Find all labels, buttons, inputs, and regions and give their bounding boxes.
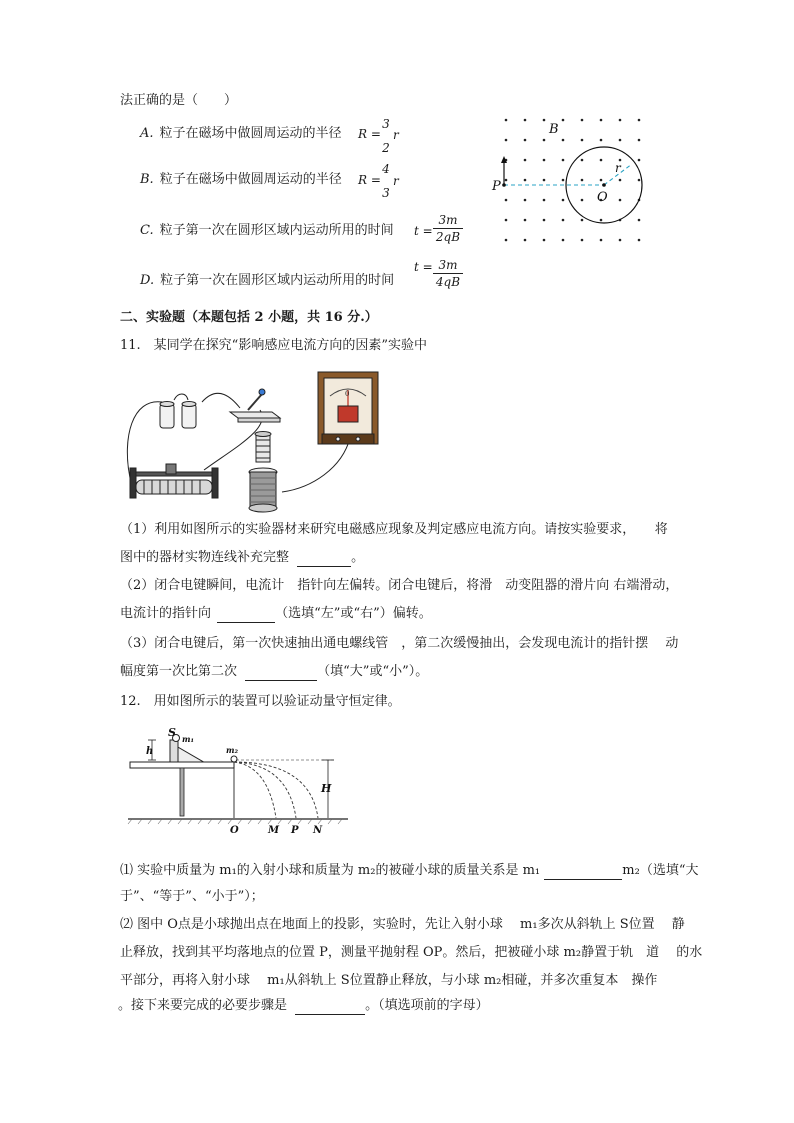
q12-part2-line3: 平部分，再将入射小球 m₁从斜轨上 S位置静止释放，与小球 m₂相碰，并多次重复本 操作 <box>120 973 658 988</box>
field-dot <box>543 139 546 142</box>
label-N: N <box>313 825 323 836</box>
field-dot <box>524 179 527 182</box>
q12-part1-line1 <box>120 862 698 880</box>
field-dot <box>562 119 565 122</box>
field-dot <box>524 239 527 242</box>
field-dot <box>543 119 546 122</box>
q10-stem: 法正确的是（ ） <box>120 93 238 108</box>
field-dot <box>581 159 584 162</box>
field-dot <box>505 139 508 142</box>
ball-m2 <box>231 756 237 762</box>
galvanometer <box>318 372 378 444</box>
label-O: O <box>597 190 608 205</box>
q10-option-c-formula-lhs: t = <box>414 224 433 238</box>
battery-right <box>182 402 196 429</box>
option-label: C. <box>140 223 154 238</box>
field-dot <box>543 179 546 182</box>
field-dot <box>562 239 565 242</box>
field-dot <box>619 119 622 122</box>
field-dot <box>543 199 546 202</box>
field-dot <box>581 199 584 202</box>
q12-part2-text: 。接下来要完成的必要步骤是 <box>118 998 288 1013</box>
field-dot <box>581 119 584 122</box>
fraction-numerator: 3 <box>382 117 390 131</box>
q12-part1-line2: 于”、“等于”、“小于”）； <box>120 889 264 904</box>
large-coil <box>249 468 277 512</box>
field-dot <box>543 219 546 222</box>
q12-part2-end: 。（填选项前的字母） <box>365 998 489 1013</box>
field-dot <box>600 119 603 122</box>
label-r: r <box>615 161 621 175</box>
field-dot <box>562 179 565 182</box>
q11-part2-line1: （2）闭合电键瞬间，电流计 指针向左偏转。闭合电键后，将滑 动变阻器的滑片向 右端滑动， <box>120 578 679 593</box>
label-B: B <box>549 122 559 137</box>
fraction-numerator: 3m <box>438 213 458 227</box>
q11-part3-line1: （3）闭合电键后，第一次快速抽出通电螺线管 ，第二次缓慢抽出，会发现电流计的指针摆 动 <box>120 636 679 651</box>
wire <box>202 393 240 408</box>
q10-option-a-formula-lhs: R = <box>358 127 381 141</box>
q10-option-a-fraction <box>380 117 392 155</box>
galvanometer-zero-label: 0 <box>345 390 350 398</box>
q12-part2-blank[interactable] <box>295 1000 365 1015</box>
q11-part3-line2 <box>120 663 428 681</box>
ground-hatching <box>128 819 342 824</box>
q11-apparatus-figure <box>122 368 382 518</box>
label-O: O <box>230 825 239 836</box>
label-S: S <box>168 726 176 739</box>
field-dot <box>619 179 622 182</box>
field-dot <box>505 179 508 182</box>
label-P: P <box>492 179 501 194</box>
field-dot <box>619 199 622 202</box>
label-P: P <box>291 825 299 836</box>
q10-option-b <box>140 171 342 189</box>
field-dot <box>524 159 527 162</box>
q12-part2-line4 <box>118 997 489 1015</box>
field-dot <box>581 239 584 242</box>
section-heading: 二、实验题（本题包括 2 小题，共 16 分.） <box>120 310 378 325</box>
q12-part1-end: m₂（选填“大 <box>622 863 699 878</box>
field-dot <box>600 239 603 242</box>
trajectory-N <box>234 762 318 818</box>
label-M: M <box>268 825 280 836</box>
option-label: B. <box>140 172 154 187</box>
battery-left <box>160 402 174 429</box>
field-dot <box>543 239 546 242</box>
field-dot <box>562 159 565 162</box>
option-text: 粒子第一次在圆形区域内运动所用的时间 <box>159 223 394 238</box>
field-dot <box>524 199 527 202</box>
q10-option-b-formula-lhs: R = <box>358 173 381 187</box>
label-m1: m₁ <box>182 734 194 744</box>
trajectory-M <box>234 762 276 818</box>
field-dot <box>638 159 641 162</box>
fraction-denominator: 2 <box>382 141 390 155</box>
label-h: h <box>146 746 154 757</box>
field-dot <box>638 179 641 182</box>
field-dot <box>581 139 584 142</box>
q11-part2-line2 <box>120 605 432 623</box>
q10-option-d <box>140 272 394 290</box>
point-o-dot <box>602 183 606 187</box>
fraction-numerator: 4 <box>382 162 390 176</box>
field-dot <box>619 239 622 242</box>
q11-part2-blank[interactable] <box>217 608 275 623</box>
q11-part3-blank[interactable] <box>245 666 317 681</box>
q11-part3-end: （填“大”或“小”）。 <box>317 664 429 679</box>
small-coil <box>255 432 271 463</box>
q10-option-b-fraction <box>380 162 392 200</box>
field-dot <box>600 179 603 182</box>
q10-option-c <box>140 222 394 240</box>
wire <box>282 438 350 492</box>
field-dot <box>600 219 603 222</box>
field-dot <box>638 119 641 122</box>
field-dot <box>524 119 527 122</box>
q10-magnetic-field-figure <box>492 112 652 252</box>
label-m2: m₂ <box>226 745 238 755</box>
field-dot <box>505 239 508 242</box>
field-dot <box>505 219 508 222</box>
field-dot <box>638 219 641 222</box>
field-dot <box>524 139 527 142</box>
field-dot <box>505 199 508 202</box>
field-dot <box>505 119 508 122</box>
option-label: A. <box>140 126 154 141</box>
q10-option-b-var: r <box>393 174 399 188</box>
field-dot <box>600 139 603 142</box>
trajectory-P <box>234 762 296 818</box>
q12-part2-line1: ⑵ 图中 O点是小球抛出点在地面上的投影，实验时，先让入射小球 m₁多次从斜轨上 S位置 静 <box>120 917 685 932</box>
q12-momentum-apparatus-figure <box>128 726 358 836</box>
option-text: 粒子第一次在圆形区域内运动所用的时间 <box>160 273 395 288</box>
field-dot <box>638 239 641 242</box>
field-dot <box>600 159 603 162</box>
q10-option-a <box>140 125 342 143</box>
magnetic-field-dots <box>505 119 641 242</box>
option-text: 粒子在磁场中做圆周运动的半径 <box>159 126 342 141</box>
q11-part1-line1: （1）利用如图所示的实验器材来研究电磁感应现象及判定感应电流方向。请按实验要求， 将 <box>120 522 668 537</box>
label-H: H <box>321 782 332 795</box>
option-text: 粒子在磁场中做圆周运动的半径 <box>159 172 342 187</box>
q12-part1-text: ⑴ 实验中质量为 m₁的入射小球和质量为 m₂的被碰小球的质量关系是 m₁ <box>120 863 541 878</box>
option-label: D. <box>140 273 155 288</box>
q11-part1-line2 <box>120 549 364 567</box>
fraction-denominator: 4qB <box>435 275 461 289</box>
q11-part1-text: 图中的器材实物连线补充完整 <box>120 550 290 565</box>
field-dot <box>562 219 565 222</box>
q12-part1-blank[interactable] <box>544 865 622 880</box>
q11-part1-blank[interactable] <box>297 552 351 567</box>
q10-option-c-fraction <box>433 213 463 244</box>
field-dot <box>581 179 584 182</box>
table-leg <box>180 768 184 816</box>
q10-option-d-fraction <box>433 258 463 289</box>
q11-stem: 11. 某同学在探究“影响感应电流方向的因素”实验中 <box>120 338 427 353</box>
field-dot <box>619 139 622 142</box>
field-dot <box>543 159 546 162</box>
q11-part2-text: 电流计的指针向 <box>120 606 212 621</box>
q12-part2-line2: 止释放，找到其平均落地点的位置 P，测量平抛射程 OP。然后，把被碰小球 m₂静置于轨 道 的水 <box>120 945 703 960</box>
q11-part1-end: 。 <box>351 550 365 565</box>
table-top <box>130 762 234 768</box>
field-dot <box>562 199 565 202</box>
point-p-dot <box>502 183 506 187</box>
fraction-denominator: 3 <box>382 186 390 200</box>
field-dot <box>562 139 565 142</box>
q10-option-d-formula-lhs: t = <box>414 260 433 274</box>
q11-part2-end: （选填“左”或“右”）偏转。 <box>275 606 432 621</box>
q10-option-a-var: r <box>393 128 399 142</box>
fraction-denominator: 2qB <box>435 230 461 244</box>
fraction-numerator: 3m <box>438 258 458 272</box>
wire <box>174 394 188 400</box>
field-dot <box>524 219 527 222</box>
field-dot <box>638 139 641 142</box>
q11-part3-text: 幅度第一次比第二次 <box>120 664 238 679</box>
field-dot <box>581 219 584 222</box>
q12-stem: 12. 用如图所示的装置可以验证动量守恒定律。 <box>120 694 401 709</box>
